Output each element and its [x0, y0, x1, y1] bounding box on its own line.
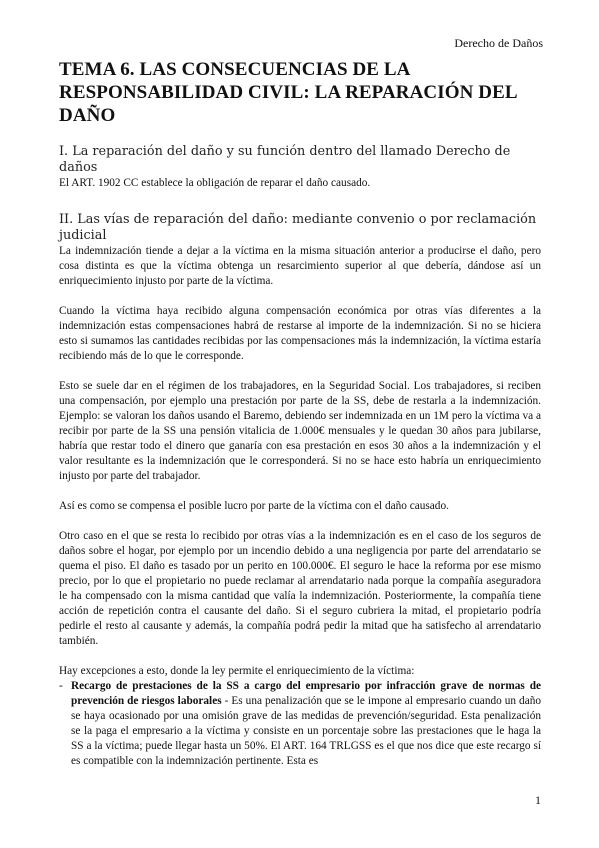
section-2-paragraph-2: Cuando la víctima haya recibido alguna compensación económica por otras vías diferentes a la indemnización estas compensaciones habrá de restarse al importe de la indemnización. Si no se hiciera esto si sumamos las cantidades recibidas por las compensaciones más la indemnización, la víctima estaría recibiendo más de lo que le corresponde. — [59, 305, 541, 362]
list-item-text: - Es una penalización que se le impone al empresario cuando un daño se haya ocasionado por una omisión grave de las medidas de prevención/seguridad. Esta penalización se la paga el empresario a la víctima y consiste en un porcentaje sobre las prestaciones que le haga la SS a la víctima; puede llegar hasta un 50%. El ART. 164 TRLGSS es el que nos dice que este recargo sí es compatible con la indemnización pertinente. Esta es — [71, 695, 542, 767]
section-2-paragraph-6: Hay excepciones a esto, donde la ley permite el enriquecimiento de la víctima: — [59, 665, 415, 677]
page-number: 1 — [535, 793, 541, 807]
section-2-paragraph-4: Así es como se compensa el posible lucro por parte de la víctima con el daño causado. — [59, 500, 449, 512]
section-2-paragraph-1: La indemnización tiende a dejar a la víctima en la misma situación anterior a producirse el daño, pero cosa distinta es que la víctima obtenga un resarcimiento superior al que debería, dándose así un enriquecimiento injusto por parte de la víctima. — [59, 245, 541, 287]
list-item-term: Recargo de prestaciones de la SS a cargo del empresario por infracción grave de normas de prevención de riesgos laborales — [71, 680, 541, 707]
section-2-paragraph-3: Esto se suele dar en el régimen de los trabajadores, en la Seguridad Social. Los trabajadores, si reciben una compensación, por ejemplo una prestación por parte de la SS, debe de restarla a la indemnización. Ejemplo: se valoran los daños usando el Baremo, debiendo ser indemnizada en un 1M pero la víctima va a recibir por parte de la SS una pensión vitalicia de 1.000€ mensuales y le quedan 30 años para jubilarse, habría que restar todo el dinero que ganaría con esa prestación en esos 30 años a la indemnización y el valor resultante es la indemnización que le corresponderá. Si no se hace esto habría un enriquecimiento injusto por parte del trabajador. — [59, 380, 541, 482]
running-header: Derecho de Daños — [454, 36, 543, 50]
section-1-paragraph-1: El ART. 1902 CC establece la obligación de reparar el daño causado. — [59, 177, 371, 189]
exceptions-list — [59, 679, 541, 769]
section-heading-2: II. Las vías de reparación del daño: mediante convenio o por reclamación judicial — [59, 212, 537, 243]
section-2-paragraph-5: Otro caso en el que se resta lo recibido por otras vías a la indemnización es en el caso de los seguros de daños sobre el hogar, por ejemplo por un incendio debido a una negligencia por parte del arrendatario se quema el piso. El daño es tasado por un perito en 100.000€. El seguro le hace la reforma por ese mismo precio, por lo que el propietario no puede reclamar al arrendatario nada porque la compañía aseguradora le ha compensado con la misma cantidad que valía la indemnización. Posteriormente, la compañía tiene acción de repetición contra el causante del daño. Si el seguro cubriera la mitad, el propietario podría pedirle el resto al causante y además, la compañía podrá pedir la mitad que ha satisfecho al arrendatario también. — [59, 530, 541, 647]
list-item — [59, 679, 541, 769]
document-title: TEMA 6. LAS CONSECUENCIAS DE LA RESPONSABILIDAD CIVIL: LA REPARACIÓN DEL DAÑO — [59, 59, 517, 126]
page-content — [59, 58, 541, 769]
section-heading-1: I. La reparación del daño y su función dentro del llamado Derecho de daños — [59, 144, 511, 175]
list-bullet: - — [59, 680, 63, 692]
